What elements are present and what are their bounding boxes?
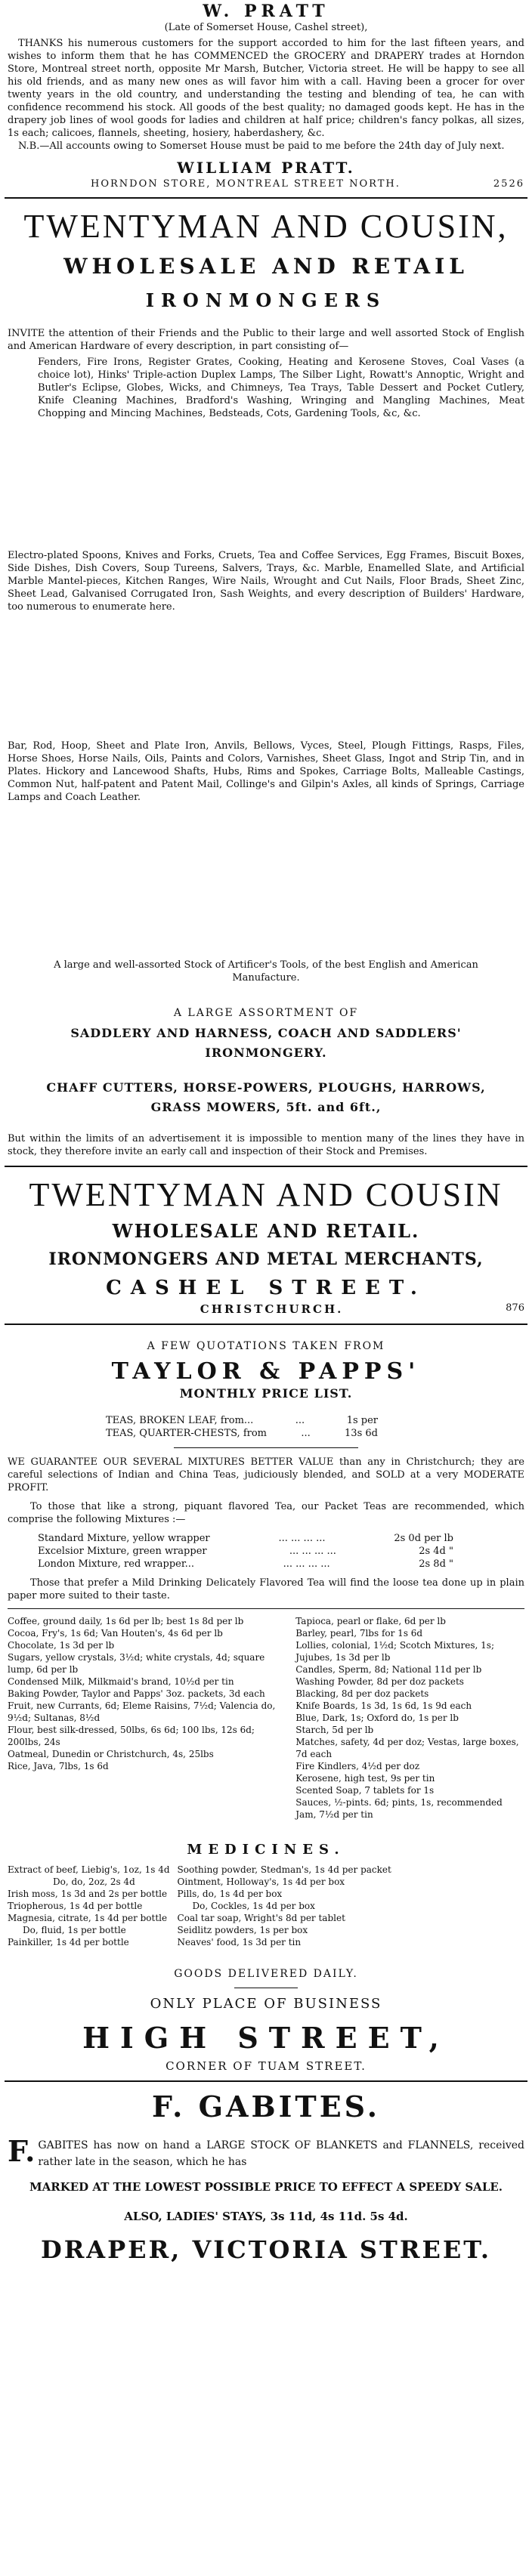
divider: [174, 1447, 358, 1448]
pratt-name: W. PRATT: [203, 2, 329, 21]
twentyman-stock-list-1: Fenders, Fire Irons, Register Grates, Cooking, Heating and Kerosene Stoves, Coal Vases (a choice lot), Hinks' Triple-action Duplex Lamps, The Silber Light, Rowatt's Annoptic, Wright and Butler's Eclipse, Globes, Wicks, and Chimneys, Tea Trays, Table Dessert and Pocket Cutlery, Knife Cleaning Machines, Bradford's Washing, Wringing and Mangling Machines, Meat Chopping and Mincing Machines, Bedsteads, Cots, Gardening Tools, &c, &c.: [38, 357, 524, 419]
twentyman-cashel-city-row: [8, 1302, 524, 1316]
list-item: Kerosene, high test, 9s per tin: [295, 1773, 435, 1784]
twentyman-title: TWENTYMAN AND COUSIN,: [23, 208, 509, 245]
medicines-heading: MEDICINES.: [187, 1842, 345, 1858]
list-item: Do, fluid, 1s per bottle: [23, 1925, 126, 1935]
pratt-code: 2526: [493, 178, 524, 190]
list-item: Do, Cockles, 1s 4d per box: [192, 1901, 315, 1911]
twentyman-cashel-wholesale: WHOLESALE AND RETAIL.: [112, 1220, 420, 1242]
taylor-mixture-list: [38, 1532, 453, 1571]
mixture-row: London Mixture, red wrapper... ... ... ... ... 2s 8d ": [38, 1558, 453, 1570]
pratt-advertisement: [5, 2, 527, 190]
taylor-title: TAYLOR & PAPPS': [111, 1358, 421, 1385]
list-item: Oatmeal, Dunedin or Christchurch, 4s, 25lbs: [8, 1749, 214, 1759]
list-item: Starch, 5d per lb: [295, 1725, 374, 1735]
gabites-body-block: [8, 2137, 524, 2170]
taylor-tea-list: [106, 1414, 378, 1440]
medicines-list-left: [8, 1864, 170, 1948]
list-item: Blacking, 8d per doz packets: [295, 1688, 429, 1699]
taylor-subtitle: MONTHLY PRICE LIST.: [179, 1386, 353, 1401]
gabites-body: GABITES has now on hand a LARGE STOCK OF BLANKETS and FLANNELS, received rather late in the season, which he has: [38, 2139, 524, 2168]
twentyman-closing: But within the limits of an advertisement it is impossible to mention many of the lines they have in stock, they therefore invite an early call and inspection of their Stock and Premises.: [8, 1133, 524, 1157]
taylor-those: To those that like a strong, piquant flavored Tea, our Packet Teas are recommended, which comprise the following Mixtures :—: [8, 1501, 524, 1525]
list-item: Sugars, yellow crystals, 3½d; white crystals, 4d; square lump, 6d per lb: [8, 1652, 265, 1675]
tea-row: TEAS, QUARTER-CHESTS, from ... 13s 6d: [106, 1428, 378, 1439]
pratt-address: HORNDON STORE, MONTREAL STREET NORTH.: [91, 178, 401, 190]
list-item: Pills, do, 1s 4d per box: [177, 1889, 283, 1899]
divider: [5, 197, 527, 199]
taylor-price-list-left: [8, 1615, 288, 1821]
list-item: Scented Soap, 7 tablets for 1s: [295, 1785, 435, 1796]
divider: [8, 1608, 524, 1609]
gabites-draper: DRAPER, VICTORIA STREET.: [40, 2235, 492, 2264]
divider: [5, 2080, 527, 2082]
tea-row: TEAS, BROKEN LEAF, from... ... 1s per: [106, 1415, 378, 1426]
twentyman-stock-list-3: Bar, Rod, Hoop, Sheet and Plate Iron, Anvils, Bellows, Vyces, Steel, Plough Fittings, Rasps, Files, Horse Shoes, Horse Nails, Oils, Paints and Colors, Varnishes, Sheet Glass, Ingot and Strip Tin, and in Plates. Hickory and Lancewood Shafts, Hubs, Rims and Spokes, Carriage Bolts, Malleable Castings, Common Nut, half-patent and Patent Mail, Collinge's and Gilpin's Axles, all kinds of Springs, Carriage Lamps and Coach Leather.: [8, 740, 524, 803]
list-item: Rice, Java, 7lbs, 1s 6d: [8, 1761, 109, 1771]
newspaper-page: [5, 2, 527, 2264]
twentyman-saddlery: SADDLERY AND HARNESS, COACH AND SADDLERS' IRONMONGERY.: [70, 1026, 462, 1060]
list-item: Chocolate, 1s 3d per lb: [8, 1640, 115, 1651]
goods-delivered: GOODS DELIVERED DAILY.: [174, 1968, 358, 1980]
twentyman-stock-list-2: Electro-plated Spoons, Knives and Forks, Cruets, Tea and Coffee Services, Egg Frames, Biscuit Boxes, Side Dishes, Dish Covers, Soup Tureens, Salvers, Trays, &c. Marble, Enamelled Slate, and Artificial Marble Mantel-pieces, Kitchen Ranges, Wire Nails, Wrought and Cut Nails, Floor Brads, Sheet Zinc, Sheet Lead, Galvanised Corrugated Iron, Sash Weights, and every description of Builders' Hardware, too numerous to enumerate here.: [8, 550, 524, 613]
list-item: Extract of beef, Liebig's, 1oz, 1s 4d: [8, 1864, 170, 1875]
twentyman-cashel-street: CASHEL STREET.: [106, 1277, 426, 1299]
list-item: Neaves' food, 1s 3d per tin: [177, 1937, 302, 1947]
list-item: Painkiller, 1s 4d per bottle: [8, 1937, 129, 1947]
gabites-stays: ALSO, LADIES' STAYS, 3s 11d, 4s 11d. 5s 4d.: [124, 2210, 408, 2223]
list-item: Soothing powder, Stedman's, 1s 4d per packet: [177, 1864, 391, 1875]
list-item: Flour, best silk-dressed, 50lbs, 6s 6d; 100 lbs, 12s 6d; 200lbs, 24s: [8, 1725, 255, 1747]
twentyman-wholesale: WHOLESALE AND RETAIL: [63, 254, 469, 279]
pratt-address-row: [8, 178, 524, 190]
medicines-list-right: [178, 1864, 391, 1948]
list-item: Ointment, Holloway's, 1s 4d per box: [177, 1876, 345, 1887]
list-item: Triopherous, 1s 4d per bottle: [8, 1901, 143, 1911]
pratt-note: N.B.—All accounts owing to Somerset House must be paid to me before the 24th day of July next.: [18, 141, 505, 152]
divider: [5, 1166, 527, 1167]
list-item: Fruit, new Currants, 6d; Eleme Raisins, 7½d; Valencia do, 9½d; Sultanas, 8½d: [8, 1700, 276, 1723]
twentyman-cashel-metal: IRONMONGERS AND METAL MERCHANTS,: [48, 1249, 484, 1269]
list-item: Baking Powder, Taylor and Papps' 3oz. packets, 3d each: [8, 1688, 265, 1699]
taylor-prefer: Those that prefer a Mild Drinking Delicately Flavored Tea will find the loose tea done up in plain paper more suited to their taste.: [8, 1577, 524, 1602]
twentyman-advertisement: [5, 206, 527, 1158]
list-item: Do, do, 2oz, 2s 4d: [53, 1876, 135, 1887]
taylor-price-list-right: [295, 1615, 524, 1821]
list-item: Lollies, colonial, 1½d; Scotch Mixtures, 1s; Jujubes, 1s 3d per lb: [295, 1640, 494, 1663]
gabites-advertisement: [5, 2090, 527, 2264]
twentyman-cashel-city: CHRISTCHURCH.: [200, 1302, 344, 1316]
twentyman-tools: A large and well-assorted Stock of Artificer's Tools, of the best English and American Manufacture.: [54, 959, 478, 984]
list-item: Matches, safety, 4d per doz; Vestas, large boxes, 7d each: [295, 1737, 519, 1759]
corner-tuam: CORNER OF TUAM STREET.: [166, 2059, 367, 2073]
list-item: Jam, 7½d per tin: [295, 1809, 373, 1820]
mixture-row: Standard Mixture, yellow wrapper ... ... ... ... 2s 0d per lb: [38, 1533, 453, 1544]
twentyman-large-assortment: A LARGE ASSORTMENT OF: [173, 1007, 359, 1019]
list-item: Condensed Milk, Milkmaid's brand, 10½d per tin: [8, 1676, 234, 1687]
list-item: Irish moss, 1s 3d and 2s per bottle: [8, 1889, 168, 1899]
twentyman-cashel-code: 876: [506, 1302, 524, 1314]
list-item: Knife Boards, 1s 3d, 1s 6d, 1s 9d each: [295, 1700, 472, 1711]
medicines-columns: [8, 1864, 524, 1948]
list-item: Blue, Dark, 1s; Oxford do, 1s per lb: [295, 1713, 459, 1723]
only-place: ONLY PLACE OF BUSINESS: [150, 1996, 382, 2012]
taylor-guarantee: WE GUARANTEE OUR SEVERAL MIXTURES BETTER VALUE than any in Christchurch; they are careful selections of Indian and China Teas, judiciously blended, and SOLD at a very MODERATE PROFIT.: [8, 1456, 524, 1493]
pratt-signature: WILLIAM PRATT.: [177, 159, 355, 177]
gabites-marked: MARKED AT THE LOWEST POSSIBLE PRICE TO EFFECT A SPEEDY SALE.: [29, 2180, 503, 2194]
twentyman-cashel-advertisement: [5, 1175, 527, 1316]
list-item: Cocoa, Fry's, 1s 6d; Van Houten's, 4s 6d per lb: [8, 1628, 223, 1639]
divider: [5, 1324, 527, 1325]
twentyman-intro: INVITE the attention of their Friends and the Public to their large and well assorted Stock of English and American Hardware of every description, in part consisting of—: [8, 328, 524, 352]
list-item: Sauces, ½-pints. 6d; pints, 1s, recommended: [295, 1797, 503, 1808]
taylor-price-columns: [8, 1615, 524, 1821]
list-item: Magnesia, citrate, 1s 4d per bottle: [8, 1913, 168, 1923]
gabites-dropcap: F.: [8, 2137, 36, 2168]
taylor-papps-advertisement: [5, 1340, 527, 2073]
twentyman-cashel-title: TWENTYMAN AND COUSIN: [29, 1176, 503, 1213]
high-street: HIGH STREET,: [82, 2021, 450, 2055]
list-item: Candles, Sperm, 8d; National 11d per lb: [295, 1664, 482, 1675]
pratt-subtitle: (Late of Somerset House, Cashel street),: [164, 22, 368, 33]
list-item: Seidlitz powders, 1s per box: [177, 1925, 308, 1935]
list-item: Washing Powder, 8d per doz packets: [295, 1676, 464, 1687]
list-item: Fire Kindlers, 4½d per doz: [295, 1761, 420, 1771]
mixture-row: Excelsior Mixture, green wrapper ... ... ... ... 2s 4d ": [38, 1546, 453, 1557]
list-item: Barley, pearl, 7lbs for 1s 6d: [295, 1628, 423, 1639]
list-item: Coal tar soap, Wright's 8d per tablet: [177, 1913, 345, 1923]
pratt-body: THANKS his numerous customers for the support accorded to him for the last fifteen years, and wishes to inform them that he has COMMENCED the GROCERY and DRAPERY trades at Horndon Store, Montreal street north, opposite Mr Marsh, Butcher, Victoria street. He will be happy to see all his old friends, and as many new ones as will favor him with a call. Having been a grocer for over twenty years in the old country, and understanding the testing and blending of tea, he can with confidence recommend his stock. All goods of the best quality; no damaged goods kept. He has in the drapery job lines of wool goods for ladies and children at half price; children's fancy polkas, all sizes, 1s each; calicoes, flannels, sheeting, hosiery, haberdashery, &c.: [8, 38, 524, 139]
gabites-title: F. GABITES.: [151, 2090, 380, 2124]
list-item: Coffee, ground daily, 1s 6d per lb; best 1s 8d per lb: [8, 1616, 244, 1626]
taylor-pre: A FEW QUOTATIONS TAKEN FROM: [147, 1340, 385, 1352]
twentyman-chaff-cutters: CHAFF CUTTERS, HORSE-POWERS, PLOUGHS, HARROWS, GRASS MOWERS, 5ft. and 6ft.,: [46, 1080, 486, 1114]
list-item: Tapioca, pearl or flake, 6d per lb: [295, 1616, 446, 1626]
twentyman-ironmongers: IRONMONGERS: [145, 289, 387, 311]
